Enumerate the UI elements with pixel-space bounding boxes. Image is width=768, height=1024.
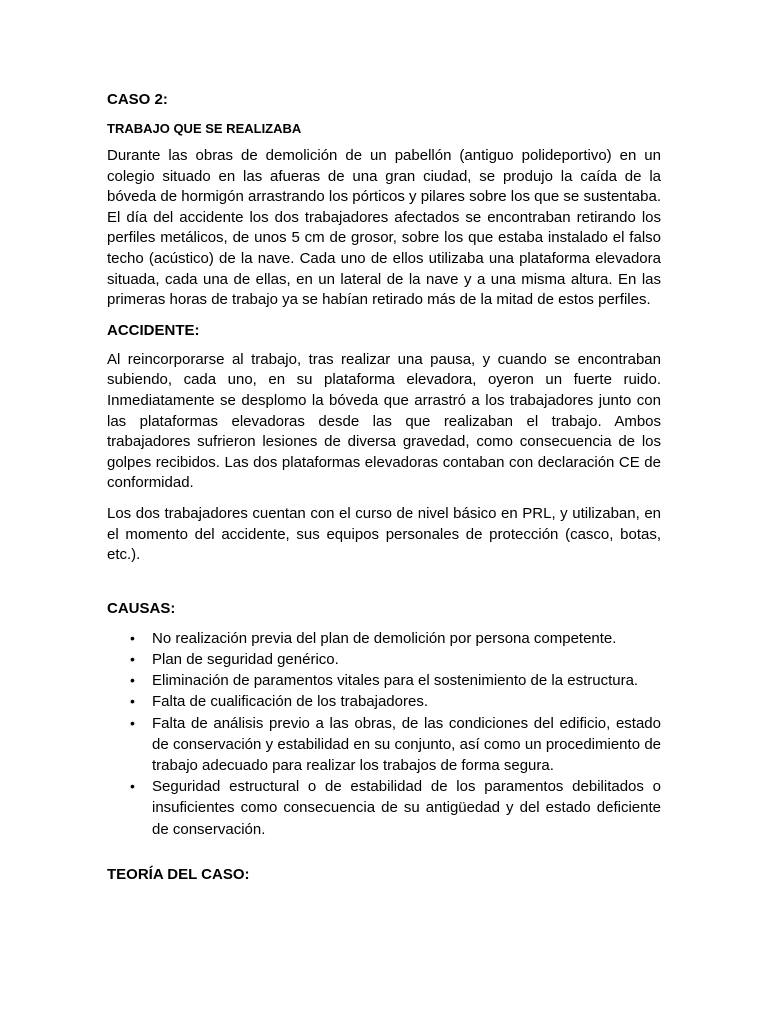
work-heading: TRABAJO QUE SE REALIZABA <box>107 121 302 136</box>
bullet-icon: • <box>130 672 135 689</box>
list-item-text: Falta de análisis previo a las obras, de las condiciones del edificio, estado de conservación y estabilidad en su conjunto, así como un procedimiento de trabajo adecuado para realizar los trabajos de forma segura. <box>152 714 661 774</box>
theory-heading: TEORÍA DEL CASO: <box>107 865 250 883</box>
list-item <box>107 691 661 712</box>
bullet-icon: • <box>130 693 135 710</box>
list-item <box>107 628 661 649</box>
accident-heading: ACCIDENTE: <box>107 321 200 339</box>
accident-paragraph: Al reincorporarse al trabajo, tras realizar una pausa, y cuando se encontraban subiendo, cada uno, en su plataforma elevadora, oyeron un fuerte ruido. Inmediatamente se desplomo la bóveda que arrastró a los trabajadores junto con las plataformas elevadoras desde las que realizaban el trabajo. Ambos trabajadores sufrieron lesiones de diversa gravedad, como consecuencia de los golpes recibidos. Las dos plataformas elevadoras contaban con declaración CE de conformidad. <box>107 350 661 492</box>
list-item-text: Plan de seguridad genérico. <box>152 650 339 668</box>
list-item <box>107 670 661 691</box>
list-item-text: No realización previa del plan de demolición por persona competente. <box>152 629 617 647</box>
list-item <box>107 649 661 670</box>
document-page <box>107 90 661 894</box>
case-title: CASO 2: <box>107 91 168 108</box>
list-item <box>107 776 661 840</box>
list-item-text: Seguridad estructural o de estabilidad de los paramentos debilitados o insuficientes como consecuencia de su antigüedad y del estado deficiente de conservación. <box>152 778 661 838</box>
blank-line <box>107 576 661 599</box>
causes-list <box>107 628 661 840</box>
bullet-icon: • <box>130 629 135 646</box>
list-item-text: Falta de cualificación de los trabajadores. <box>152 693 428 711</box>
causes-heading: CAUSAS: <box>107 599 176 617</box>
list-item <box>107 713 661 777</box>
bullet-icon: • <box>130 650 135 667</box>
bullet-icon: • <box>130 778 135 795</box>
bullet-icon: • <box>130 714 135 731</box>
list-item-text: Eliminación de paramentos vitales para el sostenimiento de la estructura. <box>152 672 639 690</box>
work-paragraph: Durante las obras de demolición de un pabellón (antiguo polideportivo) en un colegio situado en las afueras de una gran ciudad, se produjo la caída de la bóveda de hormigón arrastrando los pórticos y pilares sobre los que se sustentaba. El día del accidente los dos trabajadores afectados se encontraban retirando los perfiles metálicos, de unos 5 cm de grosor, sobre los que estaba instalado el falso techo (acústico) de la nave. Cada uno de ellos utilizaba una plataforma elevadora situada, cada una de ellas, en un lateral de la nave y a una misma altura. En las primeras horas de trabajo ya se habían retirado más de la mitad de estos perfiles. <box>107 147 661 309</box>
accident-paragraph: Los dos trabajadores cuentan con el curso de nivel básico en PRL, y utilizaban, en el momento del accidente, sus equipos personales de protección (casco, botas, etc.). <box>107 504 661 564</box>
